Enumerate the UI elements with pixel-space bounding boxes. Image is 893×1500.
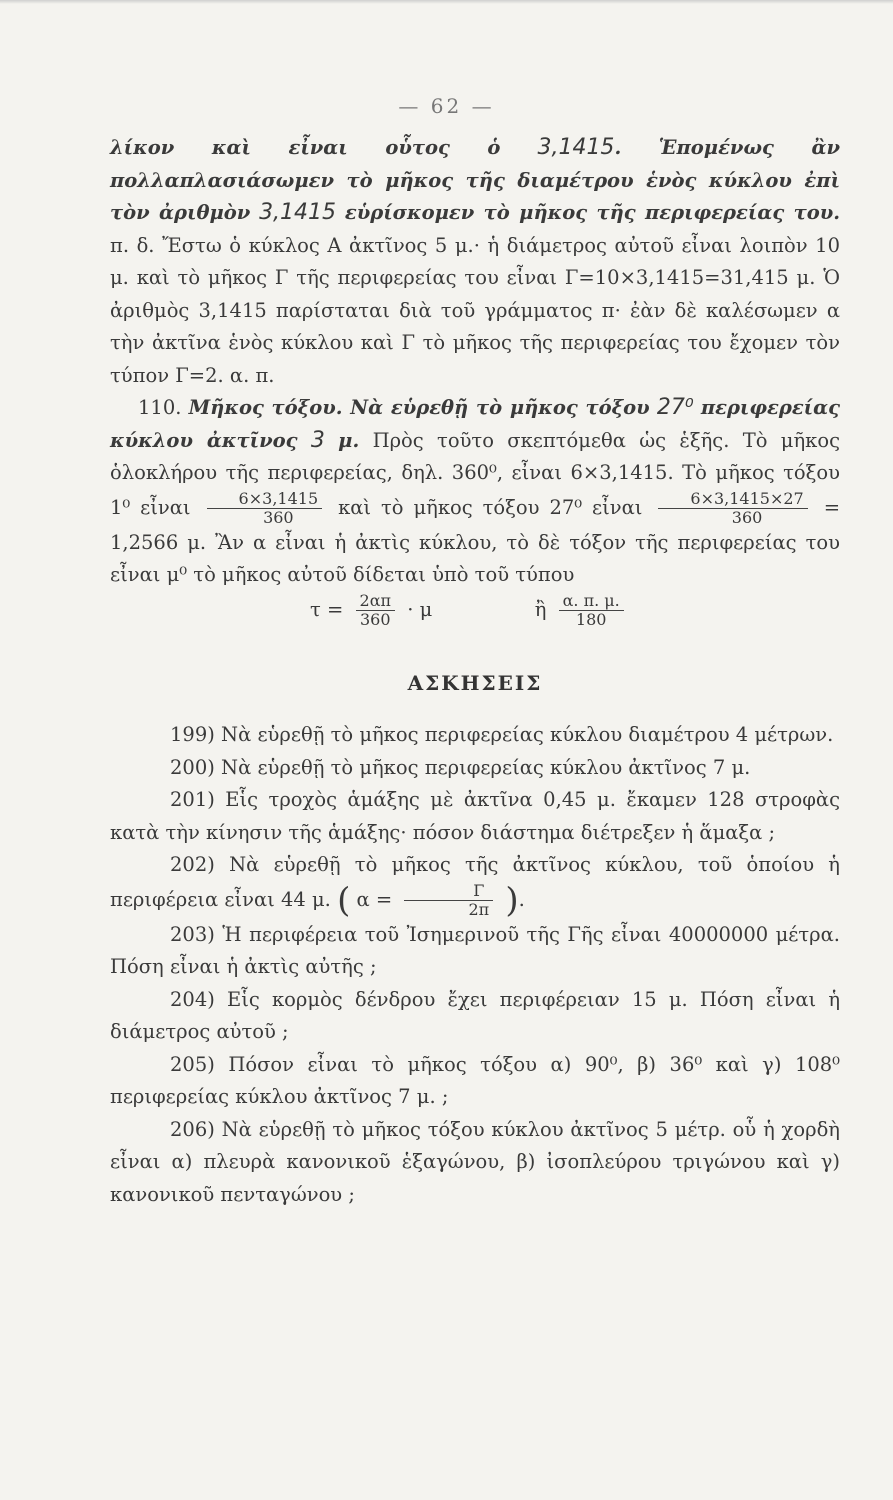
exercises-heading: ΑΣΚΗΣΕΙΣ (407, 670, 543, 695)
section-title: Μῆκος τόξου. Νὰ εὑρεθῇ τὸ μῆκος τόξου (188, 396, 650, 419)
fraction-denominator: 360 (263, 507, 294, 527)
fraction-denominator: 360 (731, 507, 763, 527)
fraction-numerator: 6×3,1415×27 (658, 490, 807, 509)
exercise-202: 202) Νὰ εὑρεθῇ τὸ μῆκος τῆς ἀκτῖνος κύκλου, τοῦ ὁποίου ἡ περιφέρεια εἶναι 44 μ. ( α = $\frac{\Gamma}{2\pi}$ ). (110, 853, 840, 920)
page-number: — 62 — (398, 94, 495, 118)
exercise-204: 204) Εἷς κορμὸς δένδρου ἔχει περιφέρειαν 15 μ. Πόση εἶναι ἡ διάμετρος αὐτοῦ ; (110, 987, 840, 1043)
exercise-203: 203) Ἡ περιφέρεια τοῦ Ἰσημερινοῦ τῆς Γῆς εἶναι 40000000 μέτρα. Πόση εἶναι ἡ ἀκτὶς αὐτῆς ; (110, 922, 840, 978)
arc-length-formula (110, 592, 840, 629)
paren-close: ) (505, 879, 519, 920)
bold-text: μ. (338, 428, 360, 452)
exercise-206: 206) Νὰ εὑρεθῇ τὸ μῆκος τόξου κύκλου ἀκτῖνος 5 μέτρ. οὗ ἡ χορδὴ εἶναι α) πλευρὰ κανονικοῦ ἑξαγώνου, β) ἰσοπλεύρου τριγώνου καὶ γ) κανονικοῦ πενταγώνου ; (110, 1117, 840, 1206)
pi-value: 3,1415 (259, 200, 337, 225)
formula-lhs: α = (356, 887, 393, 911)
arc-degrees: 27⁰ (656, 395, 694, 420)
section-number: 110. (138, 396, 182, 419)
fraction (356, 592, 396, 629)
page-top-edge (0, 0, 893, 4)
bold-text: περιφερείας κύκλου ἀκτῖνος (110, 396, 840, 452)
exercise-199: 199) Νὰ εὑρεθῇ τὸ μῆκος περιφερείας κύκλου διαμέτρου 4 μέτρων. (170, 723, 834, 746)
body-text: καὶ τὸ μῆκος τόξου 27⁰ εἶναι (338, 495, 643, 519)
radius-value: 3 (310, 427, 325, 453)
theory-paragraph-1 (110, 132, 840, 392)
fraction-denominator: 2π (468, 899, 490, 919)
fraction-numerator: α. π. μ. (559, 592, 624, 611)
exercise-200: 200) Νὰ εὑρεθῇ τὸ μῆκος περιφερείας κύκλου ἀκτῖνος 7 μ. (170, 755, 751, 779)
theory-paragraph-2 (110, 392, 840, 592)
page-body (110, 132, 840, 1211)
bold-text: εὑρίσκομεν τὸ μῆκος τῆς περιφερείας του. (344, 201, 841, 224)
fraction-numerator: 2απ (356, 592, 396, 611)
body-text: π. δ. Ἔστω ὁ κύκλος Α ἀκτῖνος 5 μ.· ἡ διάμετρος αὐτοῦ εἶναι λοιπὸν 10 μ. καὶ τὸ μῆκος Γ τῆς περιφερείας του εἶναι Γ=10×3,1415=31,415 μ. Ὁ ἀριθμὸς 3,1415 παρίσταται διὰ τοῦ γράμματος π· ἐὰν δὲ καλέσωμεν α τὴν ἀκτῖνα ἑνὸς κύκλου καὶ Γ τὸ μῆκος τῆς περιφερείας του ἔχομεν τὸν τύπον Γ=2. α. π. (110, 233, 840, 387)
exercise-205: 205) Πόσον εἶναι τὸ μῆκος τόξου α) 90⁰, β) 36⁰ καὶ γ) 108⁰ περιφερείας κύκλου ἀκτῖνος 7 μ. ; (110, 1052, 840, 1108)
body-text: = 1,2566 μ. Ἂν α εἶναι ἡ ἀκτὶς κύκλου, τὸ δὲ τόξον τῆς περιφερείας του εἶναι μ⁰ τὸ μῆκος αὐτοῦ δίδεται ὑπὸ τοῦ τύπου (110, 495, 841, 586)
paren-open: ( (337, 879, 351, 920)
bold-text: λίκον καὶ εἶναι οὗτος ὁ (110, 136, 501, 159)
formula-mid: · μ (407, 597, 433, 621)
fraction (658, 490, 807, 527)
formula-or: ἢ (534, 597, 547, 621)
fraction (559, 592, 624, 629)
body-text: Πρὸς τοῦτο σκεπτόμεθα ὡς ἑξῆς. Τὸ μῆκος ὁλοκλήρου τῆς περιφερείας, δηλ. 360⁰, εἶναι 6×3,1415. Τὸ μῆκος τόξου 1⁰ εἶναι (110, 428, 841, 519)
bold-text: . Ἑπομένως ἂν πολλαπλασιάσωμεν τὸ μῆκος τῆς διαμέτρου ἑνὸς κύκλου ἐπὶ τὸν ἀριθμὸν (110, 136, 841, 224)
pi-value: 3,1415 (537, 135, 615, 160)
exercise-201: 201) Εἷς τροχὸς ἁμάξης μὲ ἀκτῖνα 0,45 μ. ἔκαμεν 128 στροφὰς κατὰ τὴν κίνησιν τῆς ἁμάξης· πόσον διάστημα διέτρεξεν ἡ ἅμαξα ; (110, 788, 840, 844)
fraction-denominator: 360 (360, 609, 391, 629)
fraction (404, 882, 493, 919)
exercise-text: 202) Νὰ εὑρεθῇ τὸ μῆκος τῆς ἀκτῖνος κύκλου, τοῦ ὁποίου ἡ περιφέρεια εἶναι 44 μ. (110, 853, 840, 911)
fraction-denominator: 180 (575, 609, 607, 629)
formula-lhs: τ = (310, 597, 344, 621)
fraction (207, 490, 323, 527)
fraction-numerator: Γ (404, 882, 493, 901)
fraction-numerator: 6×3,1415 (207, 490, 323, 509)
